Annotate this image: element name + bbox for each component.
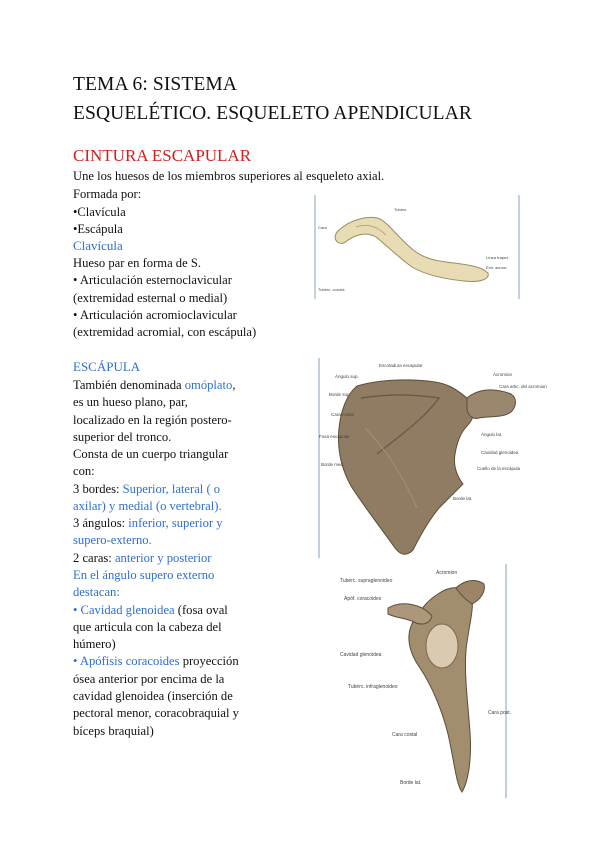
scapula-lat-label: Cara post. [488,710,512,716]
escapula-line-1 [73,377,235,393]
apofisis-line-3: cavidad glenoidea (inserción de [73,689,233,703]
scapula-post-label: Fosa escapular [319,434,350,439]
apofisis-line-2: ósea anterior por encima de la [73,672,225,686]
scapula-lat-label: Apóf. coracoides [344,596,382,602]
angulos-line-2: supero-externo. [73,533,152,547]
scapula-lat-label: Tubérc. supraglenoideo [340,578,393,584]
cavidad-line-3: húmero) [73,637,116,651]
scapula-post-label: Cara artic. del acromion [499,384,547,389]
document-title-line-2: ESQUELÉTICO. ESQUELETO APENDICULAR [73,103,472,124]
scapula-lat-label: Borde lat. [400,780,422,786]
scapula-lat-label: Acromion [436,570,458,576]
escapula-line-4: superior del tronco. [73,430,172,444]
scapula-post-label: Cavidad glenoidea [481,450,519,455]
scapula-post-label: Ángulo sup. [335,374,359,379]
scapula-post-label: Acromion [493,372,513,377]
scapula-lateral-figure [318,564,520,798]
extremidad-acromial-text: (extremidad acromial, con escápula) [73,325,257,339]
text-segment: 3 bordes: [73,482,123,496]
clavicle-label: Extr. acrom. [486,265,508,270]
text-segment: 3 ángulos: [73,516,129,530]
scapula-post-label: Escotadura escapular [379,363,423,368]
term-apofisis-coracoides: • Apófisis coracoides [73,654,180,668]
text-segment: , [232,378,236,392]
angulo-supero-externo-line: En el ángulo supero externo [73,568,215,582]
escapula-line-3: localizado en la región postero- [73,413,232,427]
cavidad-glenoidea-line [73,602,228,618]
text-segment: proyección [179,654,239,668]
scapula-post-label: Borde sup. [329,392,351,397]
document-title-line-1: TEMA 6: SISTEMA [73,74,238,95]
scapula-post-label: Borde med. [321,462,345,467]
escapula-line-2: es un hueso plano, par, [73,395,188,409]
term-cavidad-glenoidea: • Cavidad glenoidea [73,603,175,617]
clavicle-label: Línea trapez. [486,255,510,260]
text-segment: También denominada [73,378,185,392]
scapula-lat-label: Cara costal [392,732,418,738]
clavicula-description: Hueso par en forma de S. [73,256,201,270]
text-segment: (fosa oval [174,603,228,617]
term-omoplato: omóplato [184,378,233,392]
bullet-escapula: •Escápula [73,222,123,236]
scapula-posterior-figure [317,358,547,558]
formada-por-text: Formada por: [73,187,142,201]
scapula-post-label: Cara costal [331,412,354,417]
angulos-line [73,515,223,531]
intro-text: Une los huesos de los miembros superiores al esqueleto axial. [73,169,385,183]
clavicle-label: Tubérc. conoid. [318,287,346,292]
scapula-post-label: Borde lat. [453,496,473,501]
term-bordes: Superior, lateral ( o [122,482,221,496]
articulacion-esternoclavicular: • Articulación esternoclavicular [73,273,232,287]
section-heading: CINTURA ESCAPULAR [73,146,252,165]
scapula-post-label: Ángulo lat. [481,432,503,437]
term-caras: anterior y posterior [114,551,212,565]
escapula-line-5: Consta de un cuerpo triangular [73,447,229,461]
apofisis-line-5: bíceps braquial) [73,724,154,738]
term-angulos: inferior, superior y [128,516,223,530]
bullet-clavicula: •Clavícula [73,205,126,219]
clavicle-label: Cara [318,225,327,230]
escapula-line-6: con: [73,464,95,478]
cavidad-line-2: que articula con la cabeza del [73,620,222,634]
bordes-line-2: axilar) y medial (o vertebral). [73,499,222,513]
extremidad-esternal-text: (extremidad esternal o medial) [73,291,228,305]
destacan-line: destacan: [73,585,120,599]
apofisis-line [73,653,239,669]
text-segment: 2 caras: [73,551,115,565]
scapula-lat-label: Tubérc. infraglenoideo [348,684,398,690]
scapula-post-label: Cuello de la escápula [477,466,521,471]
clavicle-figure [314,193,520,299]
clavicula-heading: Clavícula [73,238,123,253]
caras-line [73,550,212,566]
apofisis-line-4: pectoral menor, coracobraquial y [73,706,239,720]
escapula-heading: ESCÁPULA [73,359,141,374]
glenoid-cavity-shape [426,624,458,668]
scapula-lat-label: Cavidad glenoidea [340,652,382,658]
bordes-line [73,481,220,497]
articulacion-acromioclavicular: • Articulación acromioclavicular [73,308,237,322]
clavicle-label: Tubérc. [394,207,408,212]
